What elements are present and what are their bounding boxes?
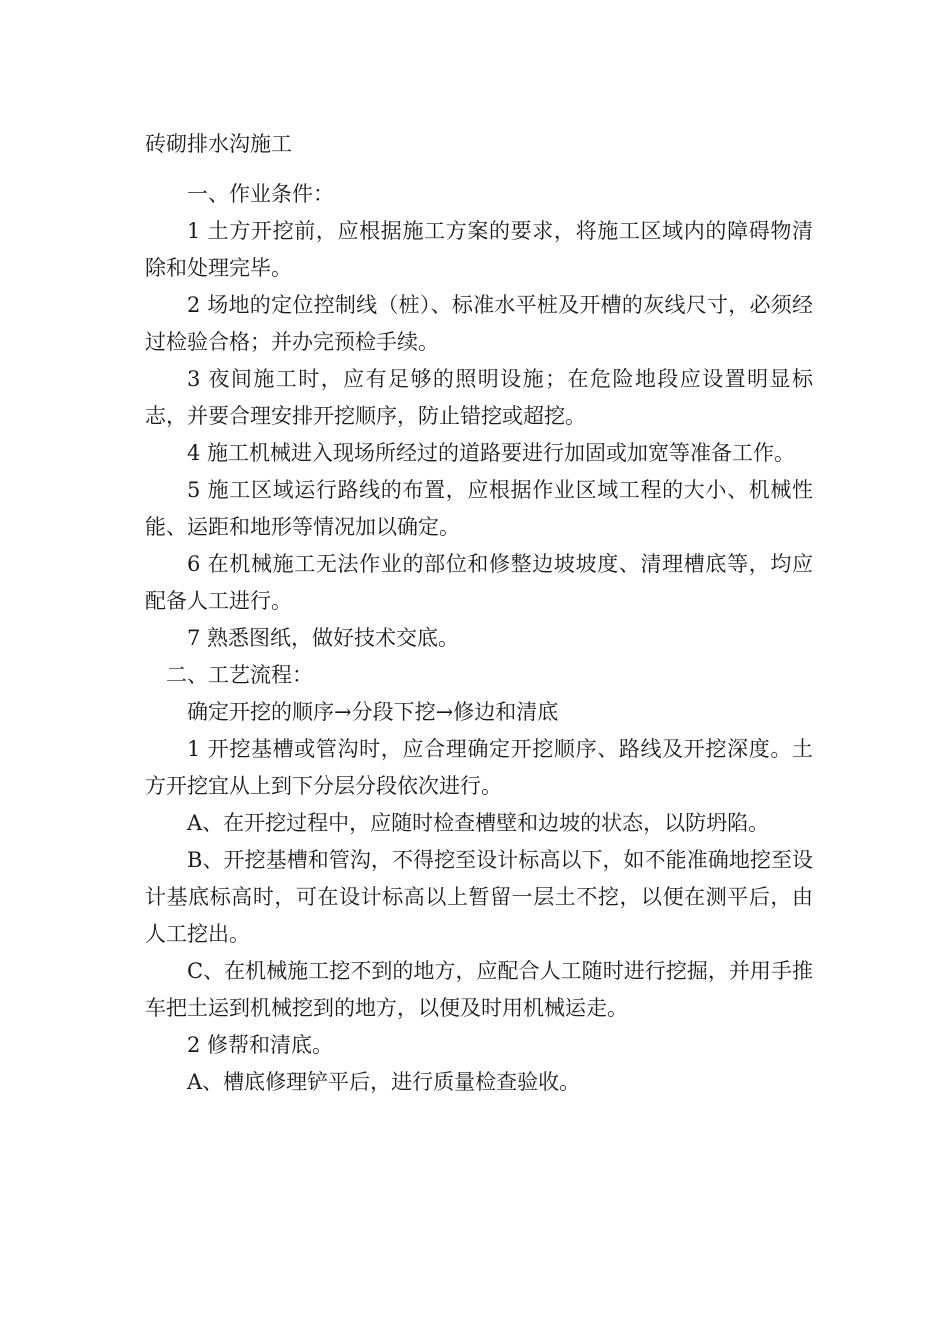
paragraph: 确定开挖的顺序→分段下挖→修边和清底 [187,700,559,724]
paragraph: 5 施工区域运行路线的布置，应根据作业区域工程的大小、机械性能、运距和地形等情况加以确定。 [145,478,813,539]
paragraph: 7 熟悉图纸，做好技术交底。 [187,626,460,650]
paragraph: A、在开挖过程中，应随时检查槽壁和边坡的状态，以防坍陷。 [187,811,770,835]
paragraph: A、槽底修理铲平后，进行质量检查验收。 [187,1070,581,1094]
paragraph: 1 土方开挖前，应根据施工方案的要求，将施工区域内的障碍物清除和处理完毕。 [145,219,813,280]
section-heading-work-conditions: 一、作业条件： [187,182,334,206]
paragraph: C、在机械施工挖不到的地方，应配合人工随时进行挖掘，并用手推车把土运到机械挖到的地方，以便及时用机械运走。 [145,959,813,1020]
document-body [145,176,813,1101]
section-heading-process-flow: 二、工艺流程： [166,663,313,687]
paragraph: B、开挖基槽和管沟，不得挖至设计标高以下，如不能准确地挖至设计基底标高时，可在设计标高以上暂留一层土不挖，以便在测平后，由人工挖出。 [145,848,813,946]
document-title: 砖砌排水沟施工 [145,132,292,156]
paragraph: 2 场地的定位控制线（桩）、标准水平桩及开槽的灰线尺寸，必须经过检验合格；并办完预检手续。 [145,293,813,354]
paragraph: 2 修帮和清底。 [187,1033,334,1057]
paragraph: 4 施工机械进入现场所经过的道路要进行加固或加宽等准备工作。 [187,441,796,465]
paragraph: 1 开挖基槽或管沟时，应合理确定开挖顺序、路线及开挖深度。土方开挖宜从上到下分层分段依次进行。 [145,737,813,798]
paragraph: 3 夜间施工时，应有足够的照明设施；在危险地段应设置明显标志，并要合理安排开挖顺序，防止错挖或超挖。 [145,367,813,428]
paragraph: 6 在机械施工无法作业的部位和修整边坡坡度、清理槽底等，均应配备人工进行。 [145,552,813,613]
